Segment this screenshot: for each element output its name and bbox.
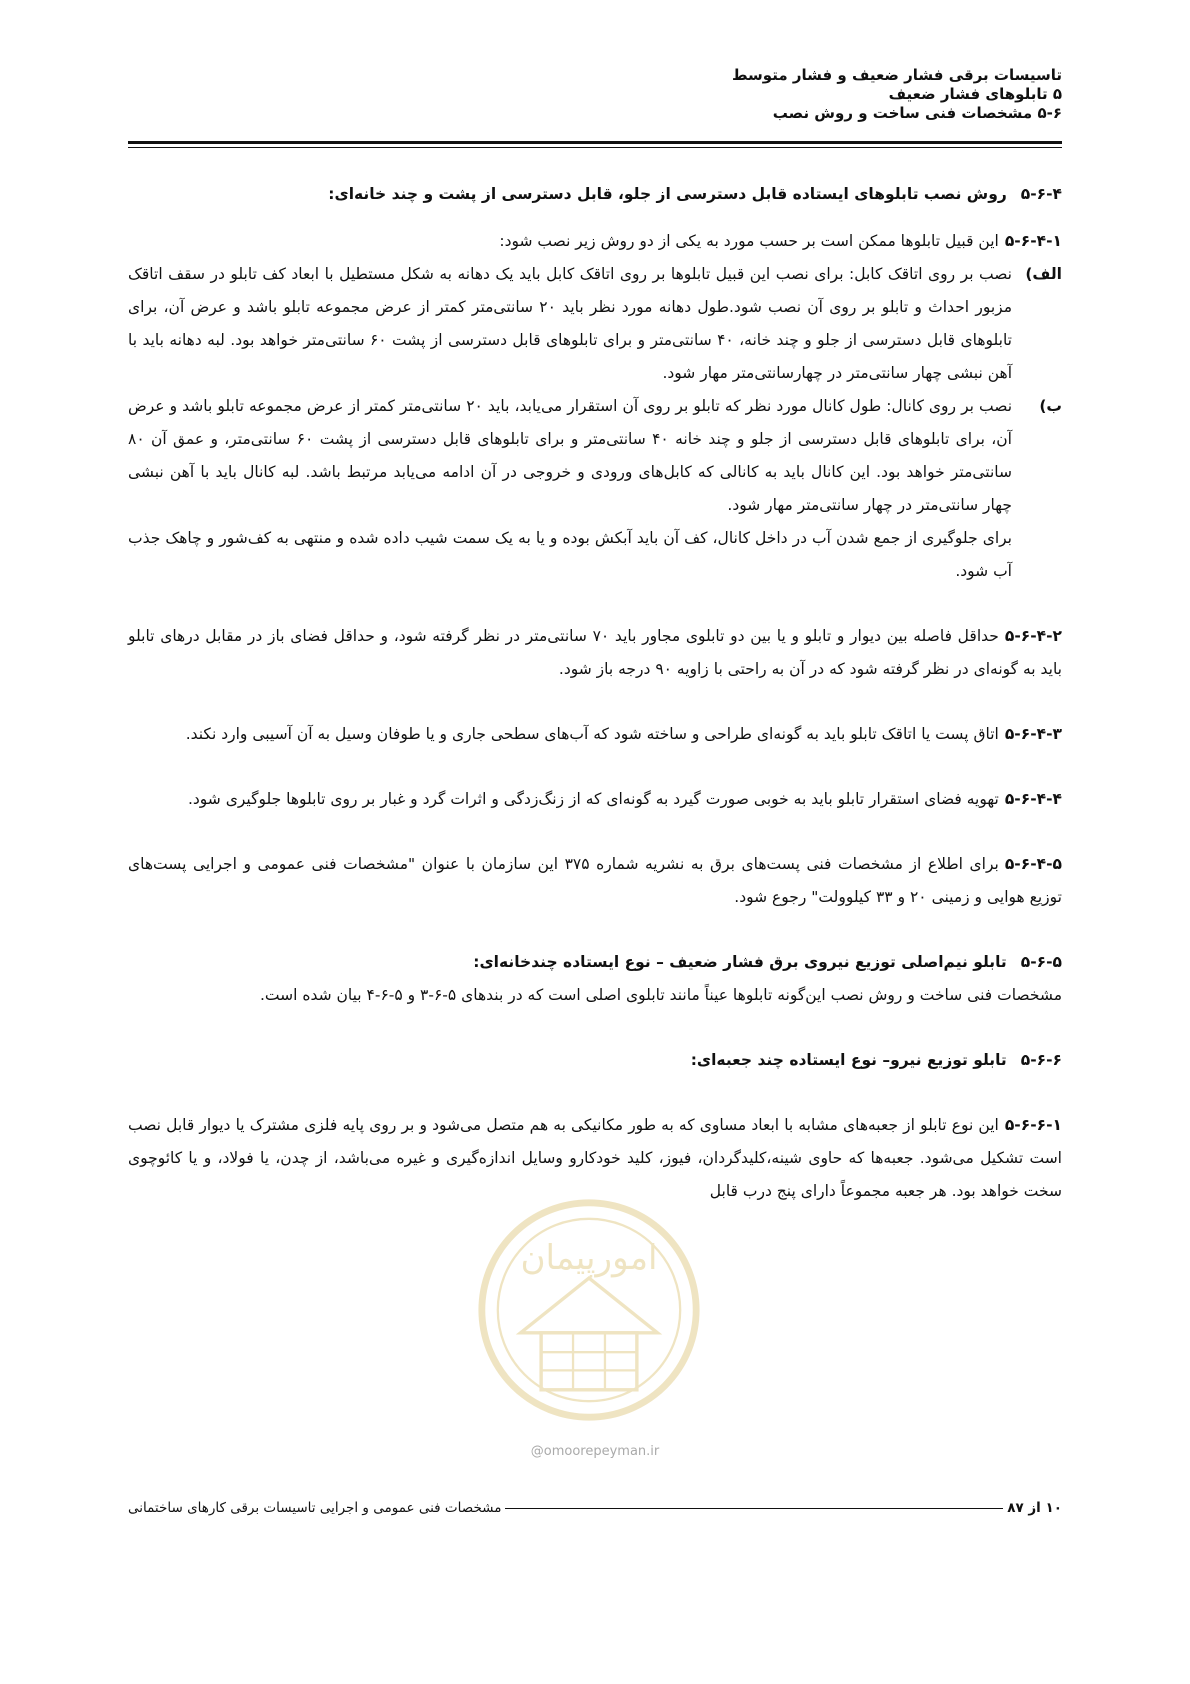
page-content <box>128 178 1062 1208</box>
list-item-be <box>128 390 1062 522</box>
paragraph-5-6-4-1 <box>128 225 1062 258</box>
paragraph-number: ۵-۶-۴-۲ <box>1004 627 1063 645</box>
paragraph-text: حداقل فاصله بین دیوار و تابلو و یا بین دو تابلوی مجاور باید ۷۰ سانتی‌متر در نظر گرفته شود، و حداقل فضای باز در مقابل درهای تابلو باید به گونه‌ای در نظر گرفته شود که در آن به راحتی با زاویه ۹۰ درجه باز شود. <box>128 627 1062 678</box>
paragraph-number: ۵-۶-۴-۴ <box>1004 790 1062 808</box>
section-number: ۵-۶-۵ <box>1020 953 1062 971</box>
footer-rule <box>505 1508 1003 1509</box>
paragraph-number: ۵-۶-۴-۳ <box>1004 725 1062 743</box>
list-item-text: نصب بر روی کانال: طول کانال مورد نظر که تابلو بر روی آن استقرار می‌یابد، باید ۲۰ سانتی‌متر کمتر از عرض مجموعه تابلو باشد و عرض آن، برای تابلوهای قابل دسترسی از جلو و چند خانه ۴۰ سانتی‌متر و برای تابلوهای قابل دسترسی از پشت ۶۰ سانتی‌متر، و عمق آن ۸۰ سانتی‌متر خواهد بود. این کانال باید به کانالی که کابل‌های ورودی و خروجی در آن ادامه می‌یابد مرتبط باشد. لبه کانال باید با آهن نبشی چهار سانتی‌متر در چهار سانتی‌متر مهار شود. <box>128 397 1013 514</box>
section-title-5-6-6 <box>128 1044 1062 1077</box>
watermark-site: @omoorepeyman.ir <box>530 1444 660 1459</box>
section-title-text: تابلو توزیع نیرو– نوع ایستاده چند جعبه‌ای: <box>690 1051 1007 1069</box>
section-number: ۵-۶-۴ <box>1020 185 1062 203</box>
watermark-text: امورپیمان <box>520 1237 658 1278</box>
header-line-3: ۵-۶ مشخصات فنی ساخت و روش نصب <box>772 104 1062 122</box>
header-rule-thin <box>128 147 1062 148</box>
paragraph-number: ۵-۶-۶-۱ <box>1004 1116 1062 1134</box>
list-item-alef <box>128 258 1062 390</box>
paragraph-number: ۵-۶-۴-۱ <box>1004 232 1062 250</box>
header-line-2: ۵ تابلوهای فشار ضعیف <box>888 85 1062 103</box>
list-item-text: نصب بر روی اتاقک کابل: برای نصب این قبیل تابلوها بر روی اتاقک کابل باید یک دهانه به شکل مستطیل با ابعاد کف تابلو در سقف اتاقک مزبور احداث و تابلو بر روی آن نصب شود.طول دهانه مورد نظر باید ۲۰ سانتی‌متر کمتر از عرض مجموعه تابلو باشد و عرض آن، برای تابلوهای قابل دسترسی از جلو و چند خانه، ۴۰ سانتی‌متر و برای تابلوهای قابل دسترسی از پشت ۶۰ سانتی‌متر خواهد بود. لبه دهانه باید با آهن نبشی چهار سانتی‌متر در چهارسانتی‌متر مهار شود. <box>128 265 1012 382</box>
section-title-5-6-5 <box>128 946 1062 979</box>
section-title-text: تابلو نیم‌اصلی توزیع نیروی برق فشار ضعیف – نوع ایستاده چندخانه‌ای: <box>473 953 1007 971</box>
page-footer <box>128 1500 1062 1516</box>
paragraph-5-6-4-5 <box>128 848 1062 914</box>
list-item-continuation: برای جلوگیری از جمع شدن آب در داخل کانال، کف آن باید آبکش بوده و یا به یک سمت شیب داده شده و منتهی به کف‌شور و چاهک جذب آب شود. <box>128 529 1012 580</box>
document-title: مشخصات فنی عمومی و اجرایی تاسیسات برقی کارهای ساختمانی <box>128 1500 502 1516</box>
paragraph-5-6-4-2 <box>128 620 1062 686</box>
paragraph-text: اتاق پست یا اتاقک تابلو باید به گونه‌ای طراحی و ساخته شود که آب‌های سطحی جاری و یا طوفان وسیل به آن آسیبی وارد نکند. <box>185 725 999 743</box>
paragraph-text: برای اطلاع از مشخصات فنی پست‌های برق به نشریه شماره ۳۷۵ این سازمان با عنوان "مشخصات فنی عمومی و اجرایی پست‌های توزیع هوایی و زمینی ۲۰ و ۳۳ کیلوولت" رجوع شود. <box>128 855 1062 906</box>
page-header <box>128 66 1062 123</box>
page-number: ۱۰ از ۸۷ <box>1007 1500 1062 1516</box>
section-title-5-6-4 <box>128 178 1062 211</box>
list-marker: ب) <box>1039 397 1062 415</box>
paragraph-text: این قبیل تابلوها ممکن است بر حسب مورد به یکی از دو روش زیر نصب شود: <box>499 232 999 250</box>
paragraph-5-6-6-1 <box>128 1109 1062 1208</box>
watermark-logo <box>475 1196 703 1424</box>
section-title-text: روش نصب تابلوهای ایستاده قابل دسترسی از جلو، قابل دسترسی از پشت و چند خانه‌ای: <box>328 185 1007 203</box>
paragraph-5-6-4-3 <box>128 718 1062 751</box>
paragraph-5-6-5: مشخصات فنی ساخت و روش نصب این‌گونه تابلوها عیناً مانند تابلوی اصلی است که در بندهای ۵-۶-۳ و ۵-۶-۴ بیان شده است. <box>259 986 1062 1004</box>
paragraph-text: تهویه فضای استقرار تابلو باید به خوبی صورت گیرد به گونه‌ای که از زنگ‌زدگی و اثرات گرد و غبار بر روی تابلوها جلوگیری شود. <box>187 790 999 808</box>
header-line-1: تاسیسات برقی فشار ضعیف و فشار متوسط <box>731 66 1062 84</box>
section-number: ۵-۶-۶ <box>1020 1051 1062 1069</box>
paragraph-text: این نوع تابلو از جعبه‌های مشابه با ابعاد مساوی که به طور مکانیکی به هم متصل می‌شود و بر روی پایه فلزی مشترک یا دیوار قابل نصب است تشکیل می‌شود. جعبه‌ها که حاوی شینه،کلیدگردان، فیوز، کلید خودکارو وسایل اندازه‌گیری و غیره می‌باشد، از چدن، یا فولاد، و یا کائوچوی سخت خواهد بود. هر جعبه مجموعاً دارای پنج درب قابل <box>128 1116 1062 1200</box>
paragraph-5-6-4-4 <box>128 783 1062 816</box>
list-marker: الف) <box>1025 265 1062 283</box>
paragraph-number: ۵-۶-۴-۵ <box>1004 855 1062 873</box>
header-rule-thick <box>128 141 1062 144</box>
